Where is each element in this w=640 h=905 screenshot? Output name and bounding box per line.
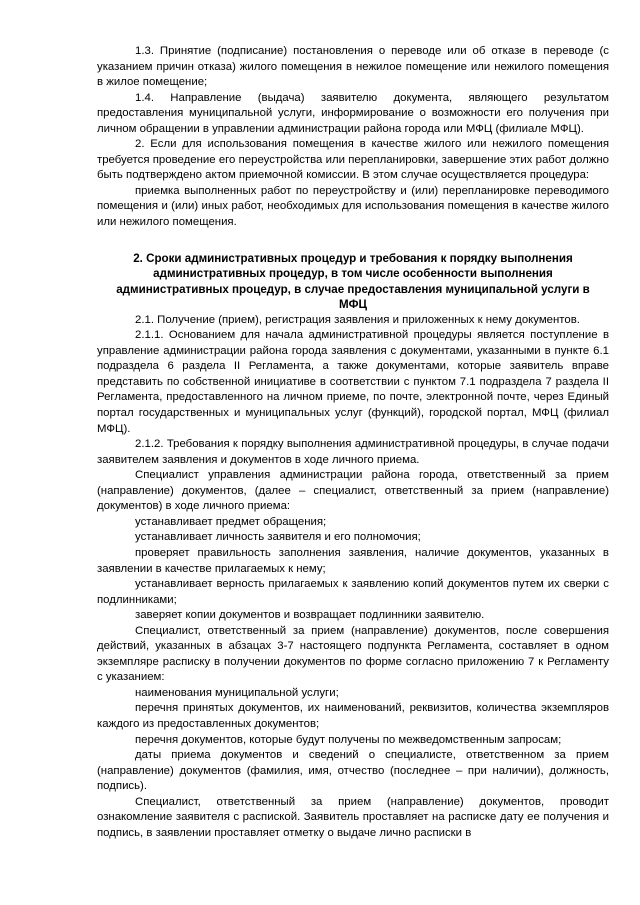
list-item-certify-copies: заверяет копии документов и возвращает подлинники заявителю.	[135, 609, 485, 622]
list-item-verify-copies: устанавливает верность прилагаемых к заявлению копий документов путем их сверки с подлинниками;	[97, 578, 609, 606]
paragraph-2-1-1: 2.1.1. Основанием для начала административной процедуры является поступление в управление администрации района города заявления с документами, указанными в пункте 6.1 подраздела 6 раздела II Регламента, а также документами, которые заявитель вправе представить по собственной инициативе в соответствии с пунктом 7.1 подраздела 7 раздела II Регламента, предоставленного на личном приеме, по почте, электронной почте, через Единый портал государственных и муниципальных услуг (функций), городской портал, МФЦ (филиал МФЦ).	[97, 329, 609, 435]
list-item-service-name: наименования муниципальной услуги;	[135, 686, 339, 699]
paragraph-familiarization: Специалист, ответственный за прием (направление) документов, проводит ознакомление заявителя с распиской. Заявитель проставляет на расписке дату ее получения и подпись, в заявлении проставляет отметку о выдаче лично расписки в	[97, 795, 609, 839]
list-item-interagency-docs: перечня документов, которые будут получены по межведомственным запросам;	[135, 733, 562, 746]
list-item-identity: устанавливает личность заявителя и его полномочия;	[135, 531, 421, 544]
paragraph-receipt: Специалист, ответственный за прием (направление) документов, после совершения действий, указанных в абзацах 3-7 настоящего подпункта Регламента, составляет в одном экземпляре расписку в получении документов по форме согласно приложению 7 к Регламенту с указанием:	[97, 624, 609, 684]
paragraph-1-4: 1.4. Направление (выдача) заявителю документа, являющего результатом предоставления муниципальной услуги, информирование о возможности его получения при личном обращении в управлении администрации района города или МФЦ (филиале МФЦ).	[97, 91, 609, 135]
document-page	[97, 44, 609, 841]
paragraph-2-1: 2.1. Получение (прием), регистрация заявления и приложенных к нему документов.	[135, 313, 580, 326]
list-item-accepted-docs: перечня принятых документов, их наименований, реквизитов, количества экземпляров каждого из предоставленных документов;	[97, 702, 609, 730]
paragraph-specialist-intro: Специалист управления администрации района города, ответственный за прием (направление) документов, (далее – специалист, ответственный за прием (направление) документов) в ходе личного приема:	[97, 469, 609, 513]
list-item-date-specialist: даты приема документов и сведений о специалисте, ответственном за прием (направление) документов (фамилия, имя, отчество (последнее – при наличии), должность, подпись).	[97, 749, 609, 793]
list-item-check-application: проверяет правильность заполнения заявления, наличие документов, указанных в заявлении в качестве прилагаемых к нему;	[97, 546, 609, 575]
paragraph-2-redevelopment: 2. Если для использования помещения в качестве жилого или нежилого помещения требуется проведение его переустройства или перепланировки, завершение этих работ должно быть подтверждено актом приемочной комиссии. В этом случае осуществляется процедура:	[97, 138, 609, 182]
paragraph-1-3: 1.3. Принятие (подписание) постановления о переводе или об отказе в переводе (с указанием причин отказа) жилого помещения в нежилое помещение или нежилого помещения в жилое помещение;	[97, 45, 609, 89]
section-heading: 2. Сроки административных процедур и требования к порядку выполнения административных процедур, в том числе особенности выполнения административных процедур, в случае предоставления муниципальной услуги в МФЦ	[116, 251, 590, 312]
list-item-subject: устанавливает предмет обращения;	[135, 515, 327, 528]
paragraph-acceptance: приемка выполненных работ по переустройству и (или) перепланировке переводимого помещения и (или) иных работ, необходимых для использования помещения в качестве жилого или нежилого помещения.	[97, 184, 609, 229]
paragraph-2-1-2: 2.1.2. Требования к порядку выполнения административной процедуры, в случае подачи заявителем заявления и документов в ходе личного приема.	[97, 438, 609, 466]
